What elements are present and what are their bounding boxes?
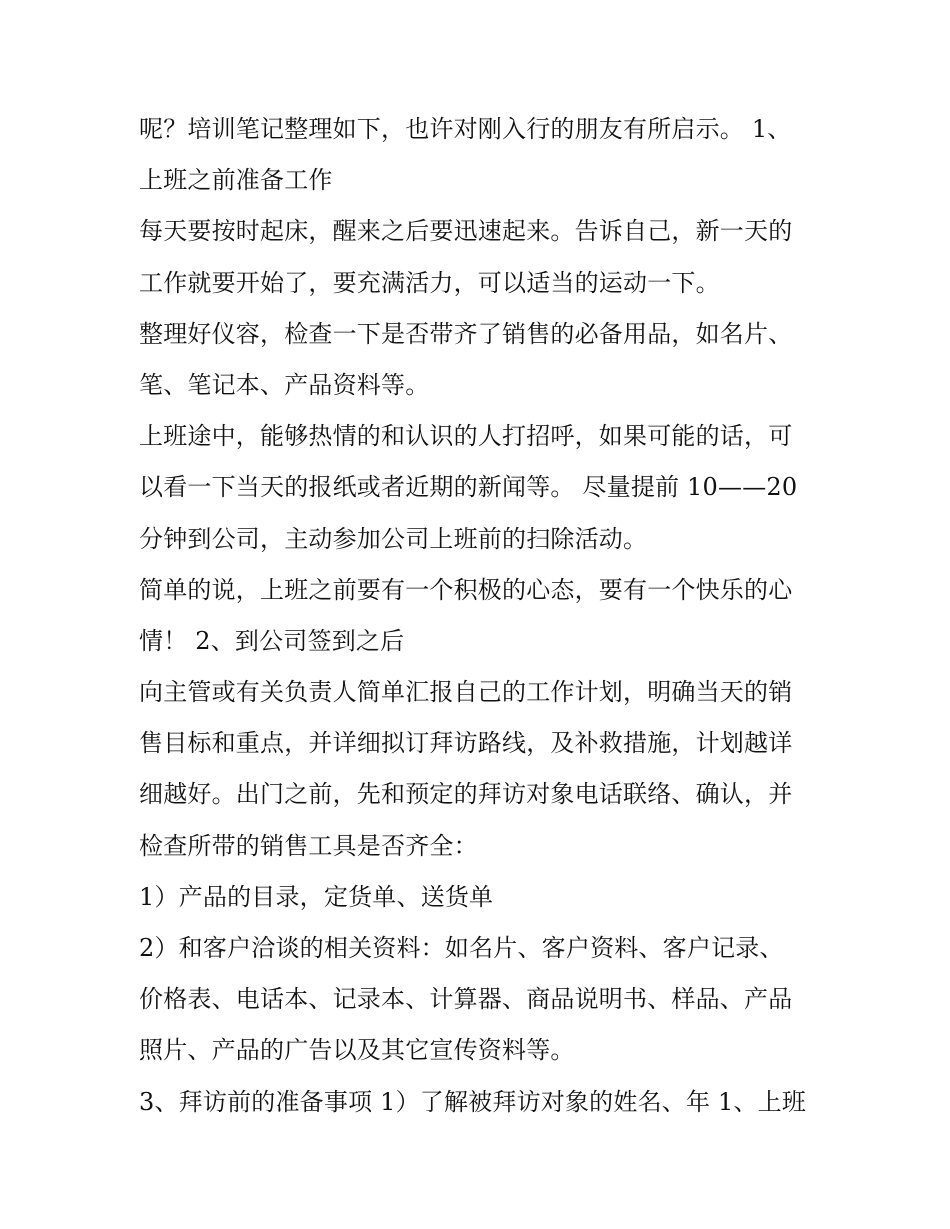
text-line: 细越好。出门之前，先和预定的拜访对象电话联络、确认，并 bbox=[139, 780, 793, 809]
text-line: 简单的说，上班之前要有一个积极的心态，要有一个快乐的心 bbox=[139, 575, 793, 604]
text-line: 呢？培训笔记整理如下，也许对刚入行的朋友有所启示。 1、 bbox=[139, 115, 792, 143]
text-line: 价格表、电话本、记录本、计算器、商品说明书、样品、产品 bbox=[139, 985, 793, 1014]
text-line: 照片、产品的广告以及其它宣传资料等。 bbox=[139, 1036, 575, 1065]
text-line: 工作就要开始了，要充满活力，可以适当的运动一下。 bbox=[139, 268, 720, 297]
text-line: 1）产品的目录，定货单、送货单 bbox=[139, 882, 494, 911]
text-line: 上班途中，能够热情的和认识的人打招呼，如果可能的话，可 bbox=[139, 422, 793, 451]
text-line: 情！ 2、到公司签到之后 bbox=[139, 626, 405, 655]
text-line: 整理好仪容，检查一下是否带齐了销售的必备用品，如名片、 bbox=[139, 319, 793, 348]
text-line: 检查所带的销售工具是否齐全： bbox=[139, 831, 478, 860]
text-line: 以看一下当天的报纸或者近期的新闻等。 尽量提前 10——20 bbox=[139, 473, 798, 502]
text-line: 2）和客户洽谈的相关资料：如名片、客户资料、客户记录、 bbox=[139, 934, 784, 962]
text-line: 每天要按时起床，醒来之后要迅速起来。告诉自己，新一天的 bbox=[139, 217, 793, 246]
text-line: 售目标和重点，并详细拟订拜访路线，及补救措施，计划越详 bbox=[139, 729, 793, 758]
text-line: 向主管或有关负责人简单汇报自己的工作计划，明确当天的销 bbox=[139, 678, 793, 707]
text-line: 上班之前准备工作 bbox=[139, 166, 333, 195]
text-line: 分钟到公司，主动参加公司上班前的扫除活动。 bbox=[139, 524, 648, 553]
body-text bbox=[139, 104, 819, 1128]
text-line: 笔、笔记本、产品资料等。 bbox=[139, 370, 430, 399]
text-line: 3、拜访前的准备事项 1）了解被拜访对象的姓名、年 1、上班 bbox=[139, 1087, 807, 1116]
